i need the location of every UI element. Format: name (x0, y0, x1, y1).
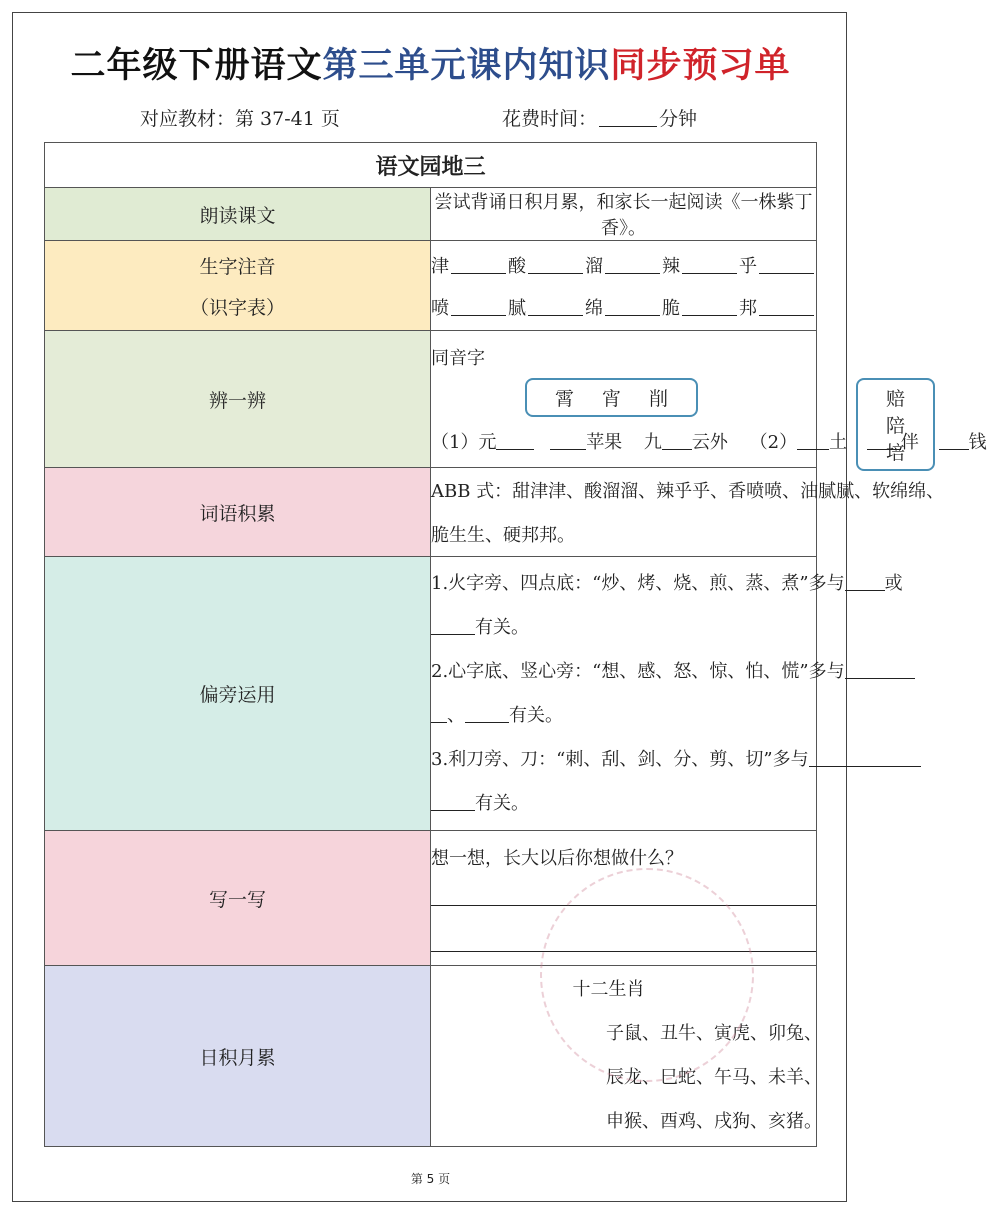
answer-blank[interactable] (496, 449, 534, 450)
writing-line[interactable] (431, 904, 816, 906)
page-number: 第 5 页 (410, 1172, 451, 1186)
char-item[interactable]: 绵 (585, 294, 662, 320)
write-prompt: 想一想，长大以后你想做什么？ (431, 848, 683, 869)
answer-blank[interactable] (845, 678, 915, 679)
zodiac-line-2: 辰龙、巳蛇、午马、未羊、 (606, 1067, 822, 1088)
radical-label: 偏旁运用 (45, 557, 431, 831)
char-item[interactable]: 腻 (508, 294, 585, 320)
char-item[interactable]: 辣 (662, 252, 739, 278)
zodiac-line-3: 申猴、酉鸡、戌狗、亥猪。 (606, 1111, 822, 1132)
time-label: 花费时间： (502, 108, 598, 130)
words-content (431, 468, 945, 557)
page-title (0, 38, 861, 88)
pinyin-label-line2: （识字表） (189, 296, 285, 319)
section-title: 语文园地三 (45, 143, 817, 188)
distinguish-row (45, 331, 817, 468)
char-item[interactable]: 溜 (585, 252, 662, 278)
radical-item-3-end: 有关。 (431, 782, 816, 826)
reading-text: 尝试背诵日积月累，和家长一起阅读《一株紫丁香》。 (431, 188, 817, 241)
time-unit: 分钟 (659, 108, 698, 130)
pinyin-label (45, 241, 431, 331)
radical-item-1: 1.火字旁、四点底：“炒、烤、烧、煎、蒸、煮”多与 或 (431, 572, 903, 594)
radical-item-2-end: 、 有关。 (431, 694, 816, 738)
radical-content (431, 557, 903, 831)
homophone-group-1: 霄 宵 削 (525, 378, 698, 417)
zodiac-list (431, 1012, 822, 1144)
radical-item-3: 3.利刀旁、刀：“刺、刮、剑、分、剪、切”多与 (431, 738, 816, 782)
radical-item-2: 2.心字底、竖心旁：“想、感、怒、惊、怕、慌”多与 (431, 650, 816, 694)
reading-label: 朗读课文 (45, 188, 431, 241)
char-item[interactable]: 喷 (431, 294, 508, 320)
words-line-1: ABB 式：甜津津、酸溜溜、辣乎乎、香喷喷、油腻腻、软绵绵、 (431, 481, 945, 502)
daily-content (431, 966, 822, 1147)
words-row (45, 468, 817, 557)
answer-blank[interactable] (797, 449, 829, 450)
title-part-sheet: 同步预习单 (610, 46, 791, 86)
zodiac-line-1: 子鼠、丑牛、寅虎、卯兔、 (606, 1023, 822, 1044)
homophone-group-2: 赔陪培 (856, 378, 935, 471)
char-item[interactable]: 津 (431, 252, 508, 278)
answer-blank[interactable] (845, 590, 885, 591)
distinguish-label: 辨一辨 (45, 331, 431, 468)
homophone-heading: 同音字 (431, 348, 485, 369)
char-item[interactable]: 乎 (739, 252, 816, 278)
daily-row (45, 966, 817, 1147)
distinguish-content (431, 331, 987, 468)
homophone-questions: （1）元 苹果 九 云外 （2） 土 伴 钱 (431, 432, 987, 453)
time-blank[interactable] (599, 126, 657, 127)
zodiac-heading: 十二生肖 (572, 979, 645, 1000)
write-content (431, 831, 817, 966)
answer-blank[interactable] (431, 722, 447, 723)
radical-item-1-end: 有关。 (431, 606, 816, 650)
answer-blank[interactable] (465, 722, 509, 723)
answer-blank[interactable] (431, 634, 475, 635)
words-line-2: 脆生生、硬邦邦。 (431, 525, 575, 546)
pinyin-row-2 (431, 294, 816, 320)
pinyin-content (431, 241, 817, 331)
answer-blank[interactable] (939, 449, 969, 450)
write-row (45, 831, 817, 966)
char-item[interactable]: 酸 (508, 252, 585, 278)
words-label: 词语积累 (45, 468, 431, 557)
char-item[interactable]: 脆 (662, 294, 739, 320)
pinyin-row-1 (431, 252, 816, 278)
reading-row (45, 188, 817, 241)
answer-blank[interactable] (431, 810, 475, 811)
radical-row (45, 557, 817, 831)
pinyin-label-line1: 生字注音 (199, 255, 276, 278)
title-part-unit: 第三单元课内知识 (322, 46, 611, 86)
worksheet-table (44, 142, 987, 1147)
daily-label: 日积月累 (45, 966, 431, 1147)
time-spent (502, 104, 697, 131)
answer-blank[interactable] (809, 766, 921, 767)
textbook-pages: 对应教材：第 37-41 页 (140, 108, 340, 130)
write-label: 写一写 (45, 831, 431, 966)
writing-line[interactable] (431, 950, 816, 952)
pinyin-row (45, 241, 817, 331)
title-part-grade: 二年级下册语文 (70, 46, 323, 86)
answer-blank[interactable] (550, 449, 586, 450)
char-item[interactable]: 邦 (739, 294, 816, 320)
answer-blank[interactable] (662, 449, 692, 450)
